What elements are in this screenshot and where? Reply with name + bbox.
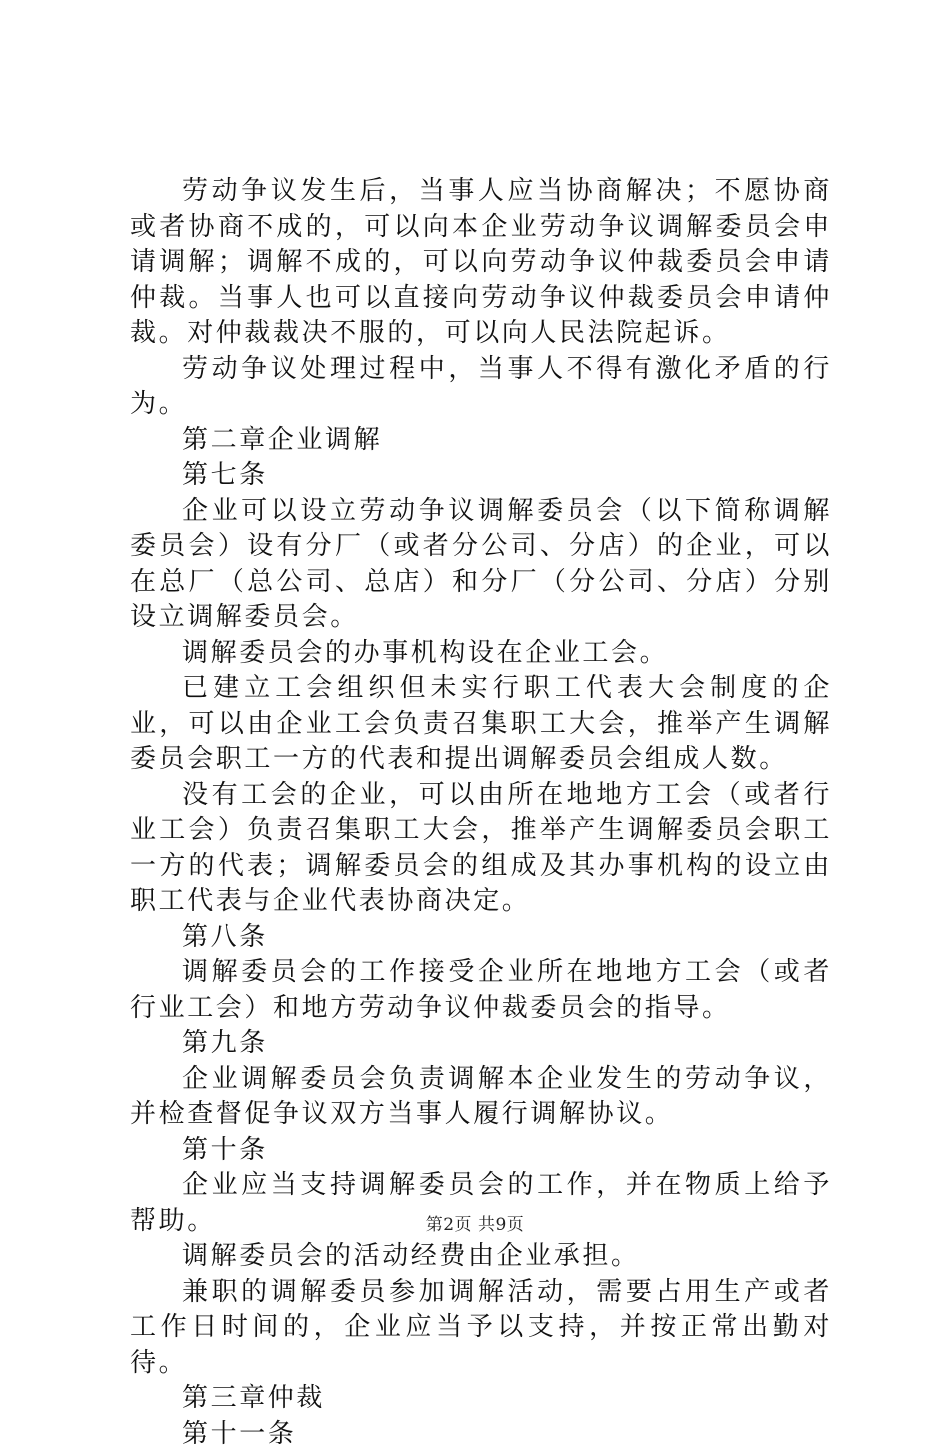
chapter-heading: 第三章仲裁	[130, 1381, 832, 1417]
paragraph: 没有工会的企业，可以由所在地地方工会（或者行业工会）负责召集职工大会，推举产生调解委员会职工一方的代表；调解委员会的组成及其办事机构的设立由职工代表与企业代表协商决定。	[130, 778, 832, 920]
paragraph: 劳动争议发生后，当事人应当协商解决；不愿协商或者协商不成的，可以向本企业劳动争议调解委员会申请调解；调解不成的，可以向劳动争议仲裁委员会申请仲裁。当事人也可以直接向劳动争议仲裁委员会申请仲裁。对仲裁裁决不服的，可以向人民法院起诉。	[130, 174, 832, 352]
page-number-footer: 第2页 共9页	[0, 1214, 950, 1236]
paragraph: 企业应当支持调解委员会的工作，并在物质上给予帮助。	[130, 1168, 832, 1239]
paragraph: 兼职的调解委员参加调解活动，需要占用生产或者工作日时间的，企业应当予以支持，并按正常出勤对待。	[130, 1275, 832, 1382]
paragraph: 企业可以设立劳动争议调解委员会（以下简称调解委员会）设有分厂（或者分公司、分店）的企业，可以在总厂（总公司、总店）和分厂（分公司、分店）分别设立调解委员会。	[130, 494, 832, 636]
chapter-heading: 第二章企业调解	[130, 423, 832, 459]
article-heading: 第七条	[130, 458, 832, 494]
paragraph: 已建立工会组织但未实行职工代表大会制度的企业，可以由企业工会负责召集职工大会，推举产生调解委员会职工一方的代表和提出调解委员会组成人数。	[130, 671, 832, 778]
paragraph: 企业调解委员会负责调解本企业发生的劳动争议，并检查督促争议双方当事人履行调解协议。	[130, 1062, 832, 1133]
article-heading: 第九条	[130, 1026, 832, 1062]
paragraph: 劳动争议处理过程中，当事人不得有激化矛盾的行为。	[130, 352, 832, 423]
document-body	[130, 174, 832, 1452]
paragraph: 调解委员会的活动经费由企业承担。	[130, 1239, 832, 1275]
article-heading: 第十一条	[130, 1417, 832, 1452]
article-heading: 第八条	[130, 920, 832, 956]
paragraph: 调解委员会的办事机构设在企业工会。	[130, 636, 832, 672]
article-heading: 第十条	[130, 1133, 832, 1169]
paragraph: 调解委员会的工作接受企业所在地地方工会（或者行业工会）和地方劳动争议仲裁委员会的指导。	[130, 955, 832, 1026]
